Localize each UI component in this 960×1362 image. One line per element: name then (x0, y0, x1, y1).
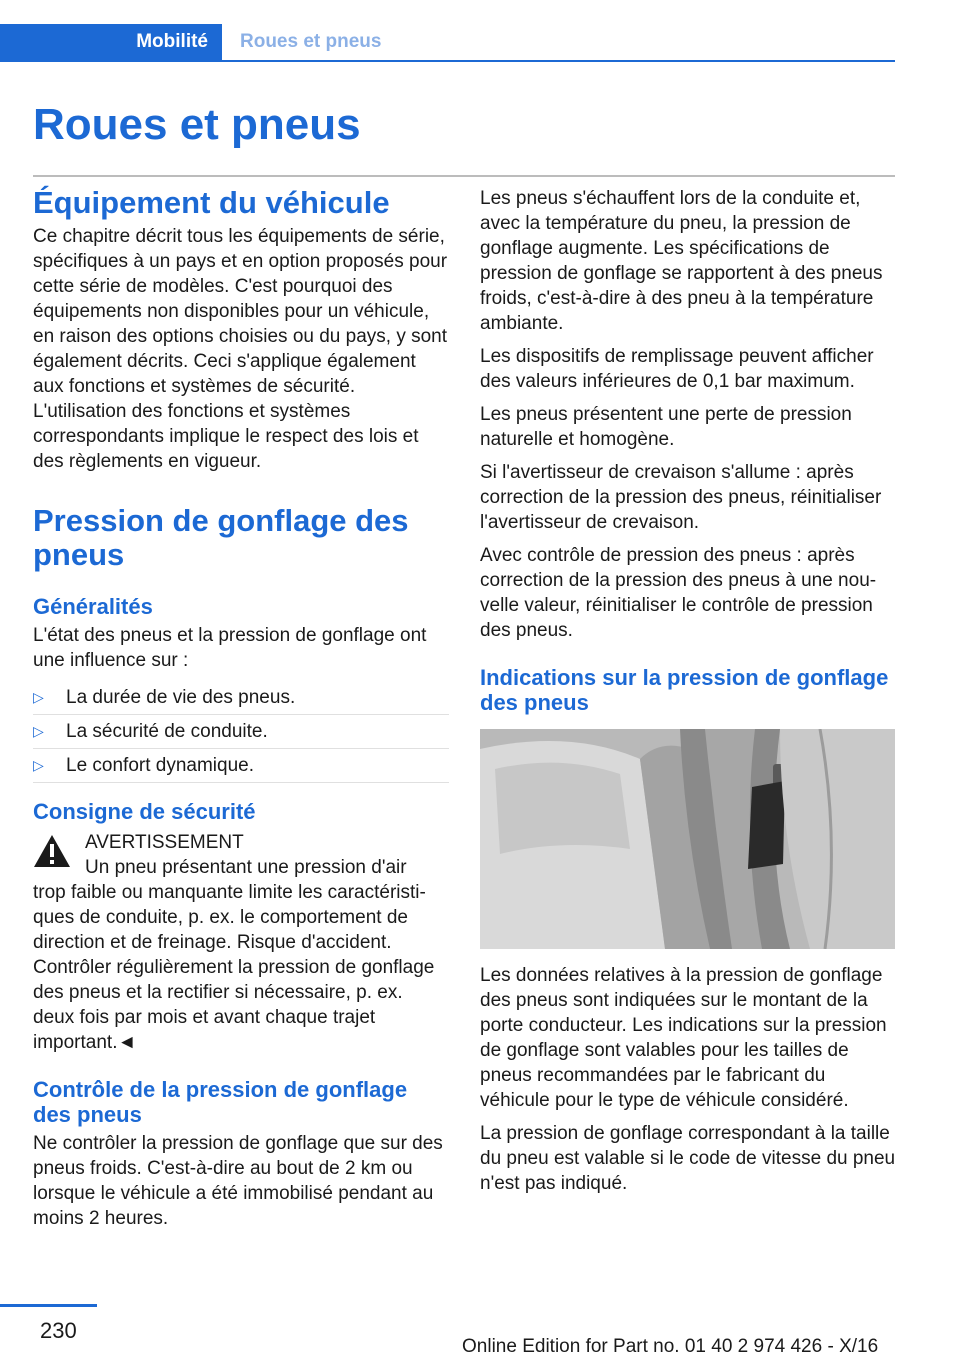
right-paragraph-1: Les pneus s'échauffent lors de la conduite et, avec la température du pneu, la pression de gonflage augmente. Les spécifications de pression de gonflage se rapportent à des pneus froids, c'est-à-dire à des pneu à la température ambiante. (480, 188, 883, 334)
right-paragraph-2: Les dispositifs de remplissage peuvent afficher des valeurs inférieures de 0,1 bar maximum. (480, 346, 874, 392)
page-title: Roues et pneus (33, 100, 361, 149)
warning-block (33, 830, 449, 1055)
controle-paragraph: Ne contrôler la pression de gonflage que sur des pneus froids. C'est-à-dire au bout de 2 km ou lorsque le véhicule a été immobilisé pendant au moins 2 heures. (33, 1133, 443, 1229)
warning-first-line: Un pneu présentant une pression d'air (85, 857, 407, 878)
heading-consigne: Consigne de sécurité (33, 799, 256, 824)
list-item-text: Le confort dynamique. (66, 755, 255, 776)
heading-pression: Pression de gonflage des pneus (33, 503, 409, 572)
right-paragraph-3: Les pneus présentent une perte de pression naturelle et homogène. (480, 404, 852, 450)
heading-indications: Indications sur la pression de gonflage des pneus (480, 665, 889, 715)
warning-triangle-icon (33, 834, 71, 868)
left-column (33, 186, 449, 1231)
warning-text: trop faible ou manquante limite les caractéristiques de conduite, p. ex. le comportement de direction et de freinage. Risque d'accident. Contrôler régulièrement la pression de gonflage des pneus et la rectifier si nécessaire, p. ex. deux fois par mois et avant chaque trajet important.◄ (33, 882, 435, 1053)
generalites-paragraph: L'état des pneus et la pression de gonflage ont une influence sur : (33, 625, 427, 671)
right-paragraph-4: Si l'avertisseur de crevaison s'allume : après correction de la pression des pneus, réinitialiser l'avertisseur de crevaison. (480, 462, 882, 533)
influence-list (33, 681, 449, 783)
chapter-tab[interactable] (0, 24, 222, 60)
edition-footer: Online Edition for Part no. 01 40 2 974 426 - X/16 (462, 1336, 879, 1357)
section-breadcrumb[interactable] (240, 24, 381, 60)
chapter-tab-label: Mobilité (136, 31, 208, 52)
right-paragraph-6: Les données relatives à la pression de gonflage des pneus sont indiquées sur le montant de la porte conducteur. Les indications sur la pression de gonflage sont valables pour les tailles de pneus recommandées par le fabricant du véhicule pour le type de véhicule considéré. (480, 965, 887, 1111)
triangle-bullet-icon: ▷ (33, 723, 44, 739)
heading-equipement: Équipement du véhicule (33, 185, 390, 220)
section-breadcrumb-label: Roues et pneus (240, 31, 382, 52)
door-pillar-illustration (480, 729, 895, 949)
list-item (33, 681, 449, 715)
header-bar (0, 24, 895, 62)
list-item (33, 715, 449, 749)
footer-divider (0, 1304, 97, 1307)
triangle-bullet-icon: ▷ (33, 757, 44, 773)
page-number: 230 (40, 1318, 77, 1343)
heading-generalites: Généralités (33, 594, 153, 619)
heading-controle: Contrôle de la pression de gonflage des pneus (33, 1077, 408, 1127)
list-item-text: La durée de vie des pneus. (66, 687, 296, 708)
right-paragraph-7: La pression de gonflage correspondant à la taille du pneu est valable si le code de vitesse du pneu n'est pas indiqué. (480, 1123, 896, 1194)
right-paragraph-5: Avec contrôle de pression des pneus : après correction de la pression des pneus à une nouvelle valeur, réinitialiser le contrôle de pression des pneus. (480, 545, 877, 641)
list-item-text: La sécurité de conduite. (66, 721, 268, 742)
door-pillar-photo (480, 729, 895, 949)
triangle-bullet-icon: ▷ (33, 689, 44, 705)
equipement-paragraph: Ce chapitre décrit tous les équipements de série, spécifiques à un pays et en option proposés pour cette série de modèles. C'est pourquoi des équipements non disponibles pour un véhicule, en raison des options choisies ou du pays, y sont également décrits. Ceci s'applique également aux fonctions et systèmes de sécurité. L'utilisation des fonctions et systèmes correspondants implique le respect des lois et des règlements en vigueur. (33, 226, 448, 472)
list-item (33, 749, 449, 783)
right-column (480, 186, 896, 1196)
warning-label: AVERTISSEMENT (85, 832, 244, 853)
title-divider (33, 175, 895, 177)
